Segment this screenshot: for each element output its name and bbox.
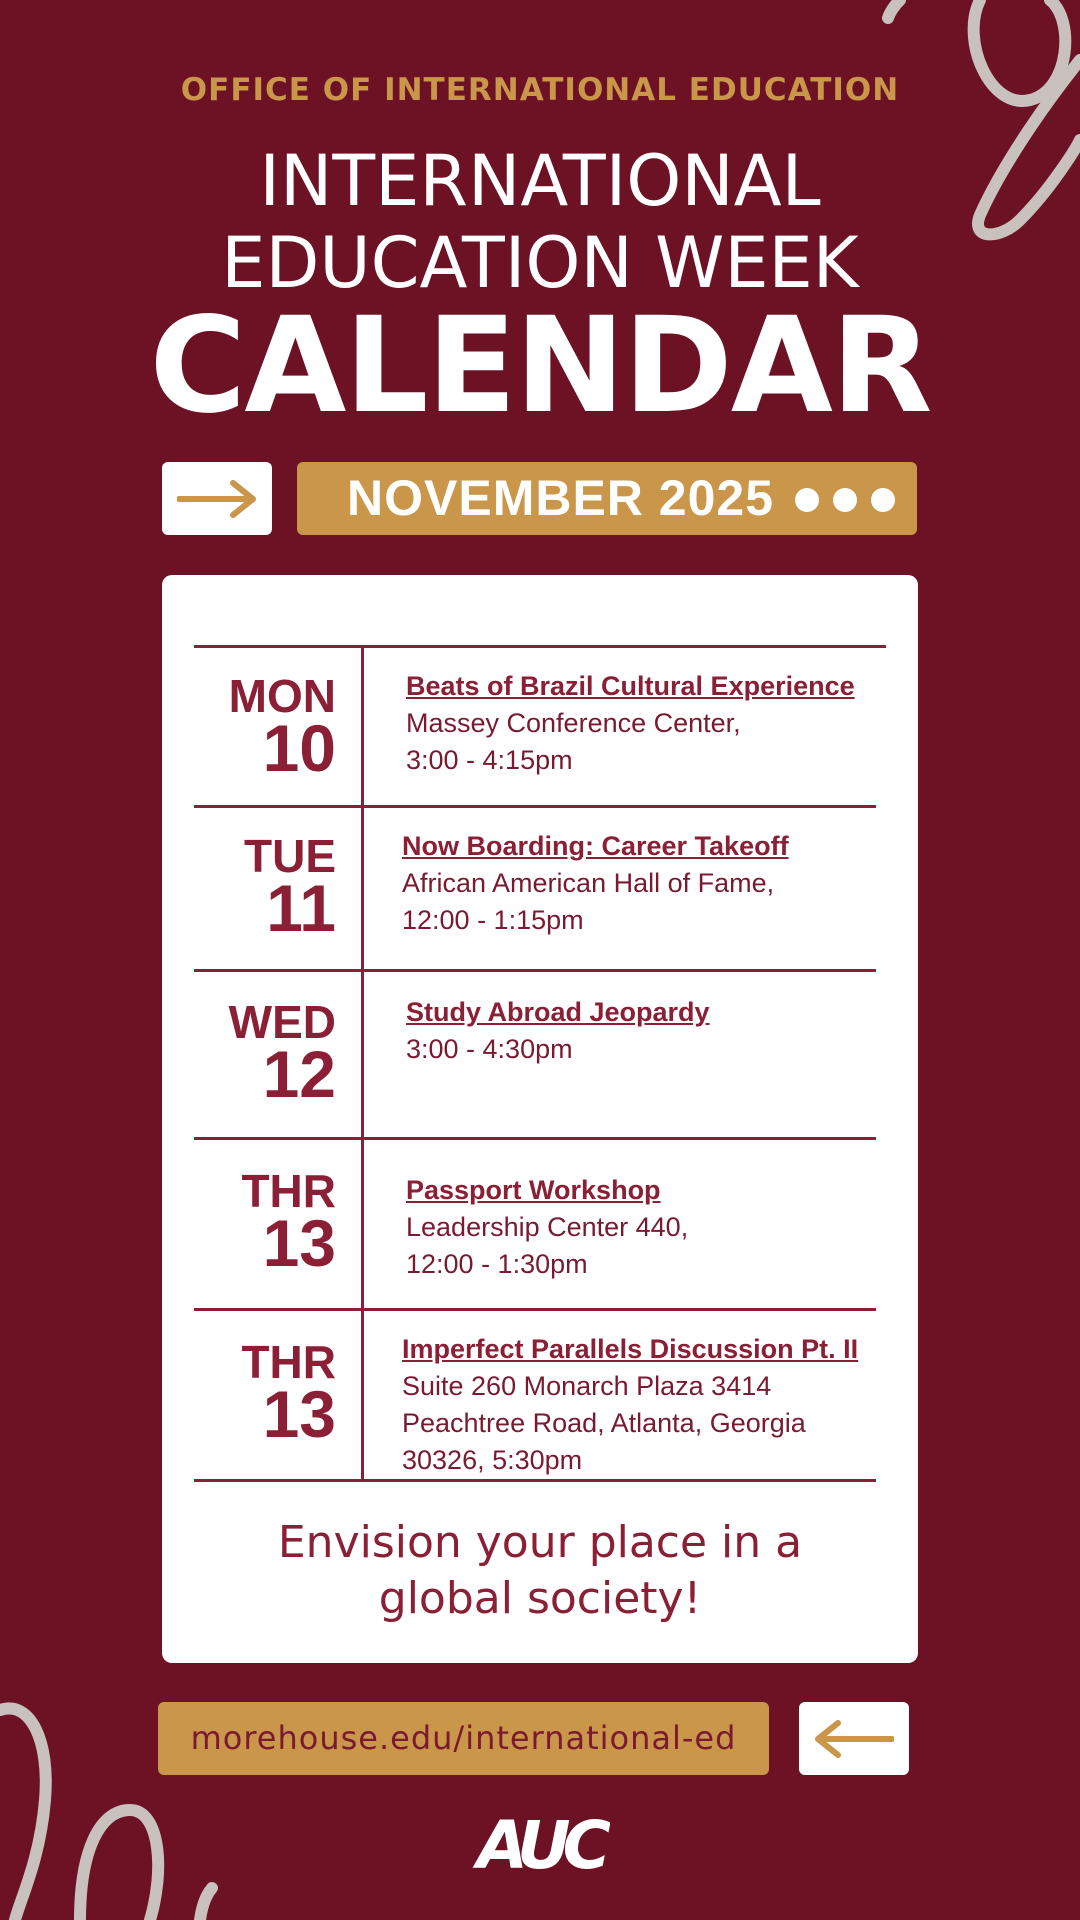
tagline-line-2: global society! [378,1573,702,1624]
day-name: MON [228,670,336,722]
day-name: THR [241,1165,336,1217]
office-heading: OFFICE OF INTERNATIONAL EDUCATION [180,72,900,108]
event-detail: 30326, 5:30pm [402,1445,583,1475]
event-title[interactable]: Study Abroad Jeopardy [406,997,710,1027]
tagline [162,1515,918,1627]
day-number: 13 [262,1377,336,1451]
banner-dots [795,488,895,512]
event-detail: African American Hall of Fame, [402,868,775,898]
dot-icon [871,488,895,512]
column-divider [361,646,364,1481]
event-date [194,670,336,785]
title-calendar: CALENDAR [149,289,931,443]
day-number: 11 [266,871,336,945]
day-name: TUE [244,830,336,882]
page-title [0,140,1080,304]
event-detail: Leadership Center 440, [406,1212,689,1242]
auc-logo [470,1808,610,1880]
event-detail: 12:00 - 1:15pm [402,905,584,935]
event-item [406,994,710,1068]
event-title[interactable]: Now Boarding: Career Takeoff [402,831,789,861]
day-name: WED [228,996,336,1048]
event-date [194,1336,336,1451]
event-title[interactable]: Passport Workshop [406,1175,661,1205]
event-date [194,996,336,1111]
arrow-left-icon [814,1719,894,1759]
divider [194,805,876,808]
event-detail: 3:00 - 4:15pm [406,745,573,775]
title-line-2: EDUCATION WEEK [221,222,859,304]
day-number: 12 [262,1037,336,1111]
event-detail: Suite 260 Monarch Plaza 3414 [402,1371,772,1401]
event-title[interactable]: Imperfect Parallels Discussion Pt. II [402,1334,859,1364]
event-item [402,828,789,939]
event-date [194,830,336,945]
logo-text: AUC [476,1808,604,1880]
tagline-line-1: Envision your place in a [277,1517,803,1568]
event-detail: 3:00 - 4:30pm [406,1034,573,1064]
arrow-right-icon [177,479,257,519]
divider [194,1479,876,1482]
arrow-right-box [162,462,272,535]
event-item [406,668,855,779]
website-link[interactable]: morehouse.edu/international-ed [158,1702,769,1775]
event-date [194,1165,336,1280]
event-detail: Peachtree Road, Atlanta, Georgia [402,1408,806,1438]
day-number: 13 [262,1206,336,1280]
event-item [406,1172,688,1283]
event-title[interactable]: Beats of Brazil Cultural Experience [406,671,855,701]
divider [194,1137,876,1140]
month-banner [297,462,917,535]
event-detail: 12:00 - 1:30pm [406,1249,588,1279]
title-line-1: INTERNATIONAL [259,140,821,222]
dot-icon [833,488,857,512]
day-name: THR [241,1336,336,1388]
calendar-card [162,575,918,1663]
divider [194,1308,876,1311]
day-number: 10 [262,711,336,785]
arrow-left-box [799,1702,909,1775]
month-label: NOVEMBER 2025 [347,470,775,526]
event-item [402,1331,858,1479]
divider [194,969,876,972]
event-detail: Massey Conference Center, [406,708,741,738]
divider [194,645,886,648]
dot-icon [795,488,819,512]
